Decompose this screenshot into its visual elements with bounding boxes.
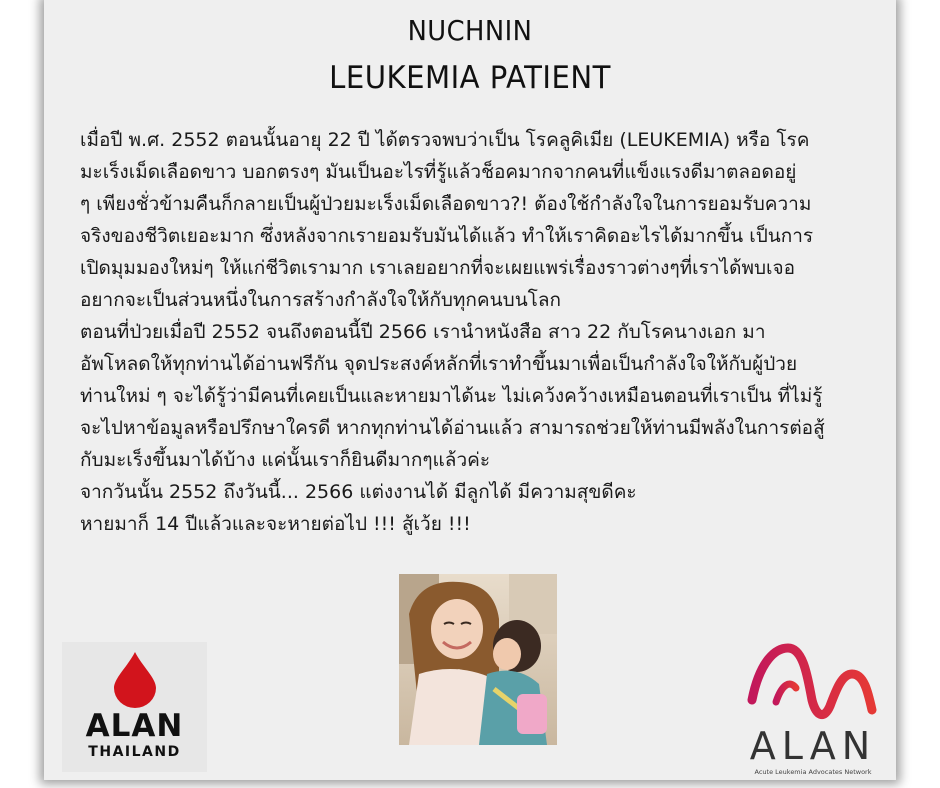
- story-line: ท่านใหม่ ๆ จะได้รู้ว่ามีคนที่เคยเป็นและหายมาได้นะ ไม่เคว้งคว้างเหมือนตอนที่เราเป็น ที่ไม่รู้: [80, 385, 823, 407]
- story-text: [80, 124, 880, 540]
- story-line: อยากจะเป็นส่วนหนึ่งในการสร้างกำลังใจให้กับทุกคนบนโลก: [80, 289, 562, 311]
- story-line: ตอนที่ป่วยเมื่อปี 2552 จนถึงตอนนี้ปี 2566 เรานำหนังสือ สาว 22 กับโรคนางเอก มา: [80, 321, 766, 343]
- patient-name: NUCHNIN: [407, 14, 533, 47]
- page-subtitle: LEUKEMIA PATIENT: [329, 60, 611, 96]
- story-line: จากวันนั้น 2552 ถึงวันนี้... 2566 แต่งงานได้ มีลูกได้ มีความสุขดีคะ: [80, 481, 637, 503]
- alan-wave-icon: [746, 640, 880, 724]
- alan-network-logo: [740, 640, 886, 780]
- alan-thailand-logo: [62, 642, 207, 772]
- story-line: เมื่อปี พ.ศ. 2552 ตอนนั้นอายุ 22 ปี ได้ตรวจพบว่าเป็น โรคลูคิเมีย (LEUKEMIA) หรือ โรค: [80, 129, 810, 151]
- alan-network-word: ALAN: [749, 724, 877, 768]
- alan-logo-country: THAILAND: [88, 744, 181, 760]
- story-line: ๆ เพียงชั่วข้ามคืนก็กลายเป็นผู้ป่วยมะเร็งเม็ดเลือดขาว?! ต้องใช้กำลังใจในการยอมรับความ: [80, 193, 812, 215]
- patient-photo: [399, 574, 557, 745]
- patient-photo-illustration: [399, 574, 557, 745]
- story-line: มะเร็งเม็ดเลือดขาว บอกตรงๆ มันเป็นอะไรที่รู้แล้วช็อคมากจากคนที่แข็งแรงดีมาตลอดอยู่: [80, 161, 797, 183]
- alan-network-tagline: Acute Leukemia Advocates Network: [754, 768, 872, 776]
- alan-logo-word: ALAN: [85, 708, 184, 744]
- story-line: จริงของชีวิตเยอะมาก ซึ่งหลังจากเรายอมรับมันได้แล้ว ทำให้เราคิดอะไรได้มากขึ้น เป็นการ: [80, 225, 814, 247]
- story-line: อัพโหลดให้ทุกท่านได้อ่านฟรีกัน จุดประสงค์หลักที่เราทำขึ้นมาเพื่อเป็นกำลังใจให้กับผู้ป่วย: [80, 353, 798, 375]
- story-line: เปิดมุมมองใหม่ๆ ให้แก่ชีวิตเรามาก เราเลยอยากที่จะเผยแพร่เรื่องราวต่างๆที่เราได้พบเจอ: [80, 257, 796, 279]
- story-line: หายมาก็ 14 ปีแล้วและจะหายต่อไป !!! สู้เว้ย !!!: [80, 513, 471, 535]
- story-line: กับมะเร็งขึ้นมาได้บ้าง แค่นั้นเราก็ยินดีมากๆแล้วค่ะ: [80, 449, 491, 471]
- story-line: จะไปหาข้อมูลหรือปรึกษาใครดี หากทุกท่านได้อ่านแล้ว สามารถช่วยให้ท่านมีพลังในการต่อสู้: [80, 417, 825, 439]
- blood-drop-icon: [112, 650, 158, 708]
